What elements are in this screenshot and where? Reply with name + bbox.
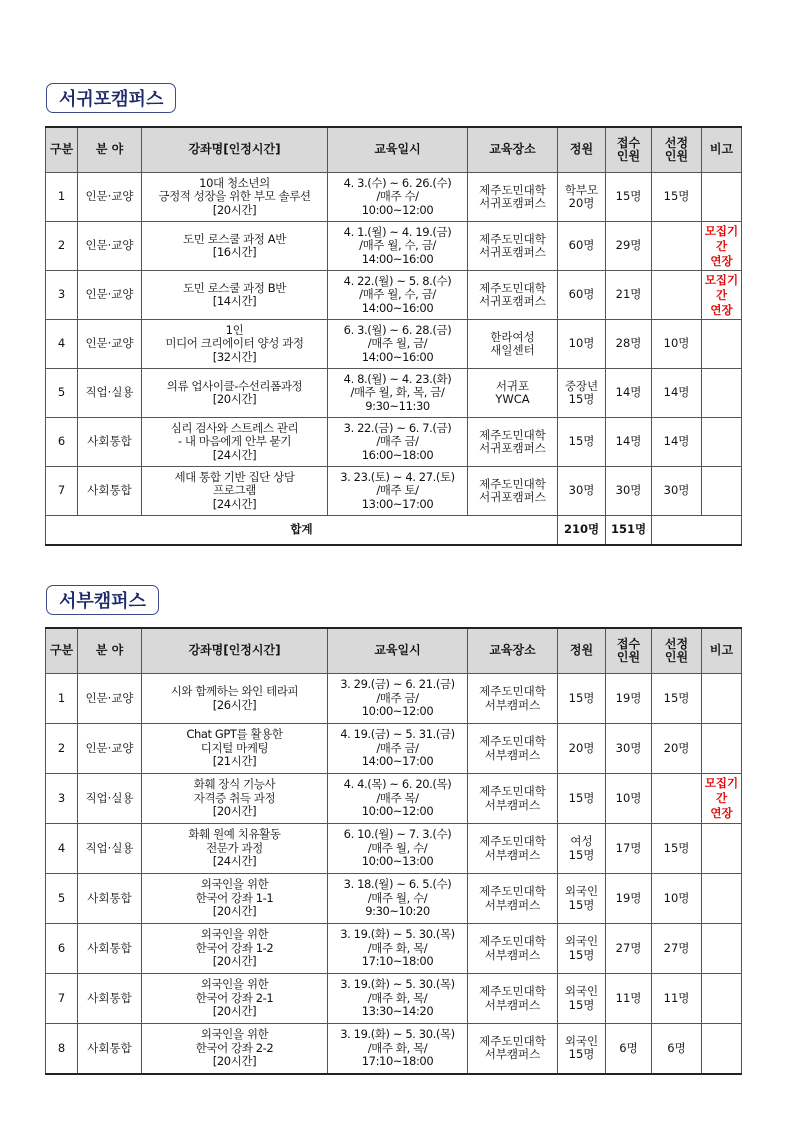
cell-note xyxy=(702,924,742,974)
cell-selected: 10명 xyxy=(652,320,702,369)
section-title-seogwipo xyxy=(46,83,176,113)
cell-dates: 6. 3.(월) ~ 6. 28.(금) /매주 월, 금/ 14:00~16:00 xyxy=(328,320,468,369)
cell-selected: 20명 xyxy=(652,724,702,774)
cell-dates: 4. 3.(수) ~ 6. 26.(수) /매주 수/ 10:00~12:00 xyxy=(328,173,468,222)
cell-course: 화훼 장식 기능사 자격증 취득 과정 [20시간] xyxy=(142,774,328,824)
cell-dates: 3. 19.(화) ~ 5. 30.(목) /매주 화, 목/ 13:30~14:20 xyxy=(328,974,468,1024)
cell-field: 직업·실용 xyxy=(78,824,142,874)
cell-place: 제주도민대학 서부캠퍼스 xyxy=(468,824,558,874)
cell-field: 직업·실용 xyxy=(78,774,142,824)
header-place: 교육장소 xyxy=(468,628,558,674)
cell-course: 도민 로스쿨 과정 B반 [14시간] xyxy=(142,271,328,320)
cell-selected: 14명 xyxy=(652,369,702,418)
cell-note: 모집기간 연장 xyxy=(702,774,742,824)
total-row xyxy=(46,516,742,545)
cell-capacity: 학부모 20명 xyxy=(558,173,606,222)
cell-place: 제주도민대학 서귀포캠퍼스 xyxy=(468,173,558,222)
cell-selected xyxy=(652,774,702,824)
cell-capacity: 여성 15명 xyxy=(558,824,606,874)
cell-course: Chat GPT를 활용한 디지털 마케팅 [21시간] xyxy=(142,724,328,774)
cell-place: 제주도민대학 서부캠퍼스 xyxy=(468,1024,558,1074)
table-row xyxy=(46,824,742,874)
header-field: 분 야 xyxy=(78,628,142,674)
cell-selected xyxy=(652,222,702,271)
cell-dates: 3. 19.(화) ~ 5. 30.(목) /매주 화, 목/ 17:10~18:00 xyxy=(328,1024,468,1074)
cell-field: 인문·교양 xyxy=(78,173,142,222)
cell-selected: 11명 xyxy=(652,974,702,1024)
cell-capacity: 외국인 15명 xyxy=(558,974,606,1024)
cell-place: 제주도민대학 서부캠퍼스 xyxy=(468,924,558,974)
table-row xyxy=(46,924,742,974)
cell-note xyxy=(702,824,742,874)
cell-no: 6 xyxy=(46,418,78,467)
table-row xyxy=(46,467,742,516)
cell-course: 도민 로스쿨 과정 A반 [16시간] xyxy=(142,222,328,271)
header-applied: 접수 인원 xyxy=(606,628,652,674)
header-place: 교육장소 xyxy=(468,127,558,173)
section-title-west xyxy=(46,585,159,615)
cell-applied: 11명 xyxy=(606,974,652,1024)
cell-dates: 3. 18.(월) ~ 6. 5.(수) /매주 월, 수/ 9:30~10:20 xyxy=(328,874,468,924)
cell-course: 세대 통합 기반 집단 상담 프로그램 [24시간] xyxy=(142,467,328,516)
cell-place: 제주도민대학 서부캠퍼스 xyxy=(468,674,558,724)
cell-course: 10대 청소년의 긍정적 성장을 위한 부모 솔루션 [20시간] xyxy=(142,173,328,222)
cell-no: 6 xyxy=(46,924,78,974)
cell-note xyxy=(702,724,742,774)
table-row xyxy=(46,173,742,222)
table-row xyxy=(46,222,742,271)
cell-course: 1인 미디어 크리에이터 양성 과정 [32시간] xyxy=(142,320,328,369)
cell-course: 외국인을 위한 한국어 강좌 1-1 [20시간] xyxy=(142,874,328,924)
header-note: 비고 xyxy=(702,628,742,674)
cell-dates: 3. 23.(토) ~ 4. 27.(토) /매주 토/ 13:00~17:00 xyxy=(328,467,468,516)
cell-place: 제주도민대학 서귀포캠퍼스 xyxy=(468,222,558,271)
cell-dates: 3. 22.(금) ~ 6. 7.(금) /매주 금/ 16:00~18:00 xyxy=(328,418,468,467)
cell-no: 7 xyxy=(46,467,78,516)
cell-no: 3 xyxy=(46,774,78,824)
cell-place: 제주도민대학 서부캠퍼스 xyxy=(468,774,558,824)
header-dates: 교육일시 xyxy=(328,127,468,173)
cell-note xyxy=(702,320,742,369)
cell-dates: 4. 8.(월) ~ 4. 23.(화) /매주 월, 화, 목, 금/ 9:30~11:30 xyxy=(328,369,468,418)
cell-course: 외국인을 위한 한국어 강좌 2-1 [20시간] xyxy=(142,974,328,1024)
cell-capacity: 외국인 15명 xyxy=(558,924,606,974)
cell-no: 7 xyxy=(46,974,78,1024)
table-header-row xyxy=(46,628,742,674)
cell-note xyxy=(702,674,742,724)
cell-capacity: 30명 xyxy=(558,467,606,516)
cell-field: 인문·교양 xyxy=(78,320,142,369)
header-no: 구분 xyxy=(46,628,78,674)
cell-field: 사회통합 xyxy=(78,1024,142,1074)
table-row xyxy=(46,369,742,418)
table-row xyxy=(46,418,742,467)
cell-note xyxy=(702,418,742,467)
cell-capacity: 15명 xyxy=(558,774,606,824)
cell-note: 모집기간 연장 xyxy=(702,271,742,320)
cell-capacity: 외국인 15명 xyxy=(558,1024,606,1074)
section-title-text: 서부캠퍼스 xyxy=(59,591,146,612)
cell-no: 2 xyxy=(46,222,78,271)
cell-place: 제주도민대학 서귀포캠퍼스 xyxy=(468,467,558,516)
cell-course: 심리 검사와 스트레스 관리 - 내 마음에게 안부 묻기 [24시간] xyxy=(142,418,328,467)
cell-capacity: 외국인 15명 xyxy=(558,874,606,924)
cell-no: 2 xyxy=(46,724,78,774)
cell-place: 한라여성 새일센터 xyxy=(468,320,558,369)
total-label: 합계 xyxy=(46,516,558,545)
cell-capacity: 15명 xyxy=(558,674,606,724)
cell-course: 시와 함께하는 와인 테라피 [26시간] xyxy=(142,674,328,724)
cell-course: 외국인을 위한 한국어 강좌 2-2 [20시간] xyxy=(142,1024,328,1074)
cell-capacity: 10명 xyxy=(558,320,606,369)
cell-applied: 6명 xyxy=(606,1024,652,1074)
table-row xyxy=(46,974,742,1024)
cell-dates: 3. 29.(금) ~ 6. 21.(금) /매주 금/ 10:00~12:00 xyxy=(328,674,468,724)
cell-applied: 19명 xyxy=(606,674,652,724)
total-capacity: 210명 xyxy=(558,516,606,545)
table-row xyxy=(46,724,742,774)
cell-note xyxy=(702,1024,742,1074)
cell-place: 제주도민대학 서부캠퍼스 xyxy=(468,724,558,774)
cell-applied: 17명 xyxy=(606,824,652,874)
cell-place: 제주도민대학 서귀포캠퍼스 xyxy=(468,271,558,320)
table-row xyxy=(46,874,742,924)
cell-note xyxy=(702,467,742,516)
cell-no: 1 xyxy=(46,173,78,222)
cell-applied: 27명 xyxy=(606,924,652,974)
cell-note xyxy=(702,369,742,418)
cell-applied: 29명 xyxy=(606,222,652,271)
cell-no: 1 xyxy=(46,674,78,724)
cell-dates: 6. 10.(월) ~ 7. 3.(수) /매주 월, 수/ 10:00~13:00 xyxy=(328,824,468,874)
cell-course: 의류 업사이클-수선리폼과정 [20시간] xyxy=(142,369,328,418)
cell-field: 인문·교양 xyxy=(78,222,142,271)
cell-capacity: 20명 xyxy=(558,724,606,774)
table-row xyxy=(46,1024,742,1074)
cell-selected: 15명 xyxy=(652,824,702,874)
cell-field: 사회통합 xyxy=(78,874,142,924)
cell-applied: 15명 xyxy=(606,173,652,222)
cell-course: 외국인을 위한 한국어 강좌 1-2 [20시간] xyxy=(142,924,328,974)
cell-selected: 10명 xyxy=(652,874,702,924)
section-title-text: 서귀포캠퍼스 xyxy=(59,89,164,110)
cell-note xyxy=(702,974,742,1024)
cell-field: 인문·교양 xyxy=(78,674,142,724)
cell-field: 인문·교양 xyxy=(78,271,142,320)
cell-applied: 30명 xyxy=(606,724,652,774)
header-no: 구분 xyxy=(46,127,78,173)
cell-course: 화훼 원예 치유활동 전문가 과정 [24시간] xyxy=(142,824,328,874)
cell-selected: 15명 xyxy=(652,674,702,724)
table-row xyxy=(46,774,742,824)
header-selected: 선정 인원 xyxy=(652,127,702,173)
cell-selected xyxy=(652,271,702,320)
cell-capacity: 중장년 15명 xyxy=(558,369,606,418)
header-field: 분 야 xyxy=(78,127,142,173)
header-note: 비고 xyxy=(702,127,742,173)
table-row xyxy=(46,271,742,320)
header-applied: 접수 인원 xyxy=(606,127,652,173)
cell-dates: 4. 22.(월) ~ 5. 8.(수) /매주 월, 수, 금/ 14:00~16:00 xyxy=(328,271,468,320)
cell-dates: 4. 1.(월) ~ 4. 19.(금) /매주 월, 수, 금/ 14:00~16:00 xyxy=(328,222,468,271)
table-header-row xyxy=(46,127,742,173)
cell-no: 5 xyxy=(46,369,78,418)
cell-selected: 15명 xyxy=(652,173,702,222)
cell-place: 서귀포 YWCA xyxy=(468,369,558,418)
total-applied: 151명 xyxy=(606,516,652,545)
cell-dates: 4. 19.(금) ~ 5. 31.(금) /매주 금/ 14:00~17:00 xyxy=(328,724,468,774)
header-course: 강좌명[인정시간] xyxy=(142,127,328,173)
cell-selected: 6명 xyxy=(652,1024,702,1074)
cell-dates: 4. 4.(목) ~ 6. 20.(목) /매주 목/ 10:00~12:00 xyxy=(328,774,468,824)
cell-capacity: 60명 xyxy=(558,222,606,271)
cell-capacity: 60명 xyxy=(558,271,606,320)
cell-selected: 30명 xyxy=(652,467,702,516)
cell-dates: 3. 19.(화) ~ 5. 30.(목) /매주 화, 목/ 17:10~18:00 xyxy=(328,924,468,974)
total-empty-note xyxy=(702,516,742,545)
cell-note: 모집기간 연장 xyxy=(702,222,742,271)
cell-applied: 19명 xyxy=(606,874,652,924)
cell-selected: 27명 xyxy=(652,924,702,974)
header-capacity: 정원 xyxy=(558,127,606,173)
course-table-seogwipo xyxy=(45,126,742,546)
cell-place: 제주도민대학 서부캠퍼스 xyxy=(468,974,558,1024)
cell-applied: 10명 xyxy=(606,774,652,824)
table-row xyxy=(46,674,742,724)
cell-field: 사회통합 xyxy=(78,467,142,516)
header-dates: 교육일시 xyxy=(328,628,468,674)
table-row xyxy=(46,320,742,369)
cell-field: 사회통합 xyxy=(78,418,142,467)
cell-field: 사회통합 xyxy=(78,924,142,974)
cell-no: 5 xyxy=(46,874,78,924)
cell-field: 인문·교양 xyxy=(78,724,142,774)
cell-note xyxy=(702,874,742,924)
cell-applied: 30명 xyxy=(606,467,652,516)
header-course: 강좌명[인정시간] xyxy=(142,628,328,674)
cell-no: 4 xyxy=(46,320,78,369)
cell-capacity: 15명 xyxy=(558,418,606,467)
course-table-west xyxy=(45,627,742,1075)
total-empty-selected xyxy=(652,516,702,545)
cell-field: 사회통합 xyxy=(78,974,142,1024)
cell-place: 제주도민대학 서귀포캠퍼스 xyxy=(468,418,558,467)
cell-no: 4 xyxy=(46,824,78,874)
cell-applied: 14명 xyxy=(606,369,652,418)
cell-applied: 28명 xyxy=(606,320,652,369)
cell-applied: 21명 xyxy=(606,271,652,320)
cell-applied: 14명 xyxy=(606,418,652,467)
cell-note xyxy=(702,173,742,222)
cell-no: 3 xyxy=(46,271,78,320)
header-selected: 선정 인원 xyxy=(652,628,702,674)
header-capacity: 정원 xyxy=(558,628,606,674)
cell-field: 직업·실용 xyxy=(78,369,142,418)
cell-selected: 14명 xyxy=(652,418,702,467)
cell-no: 8 xyxy=(46,1024,78,1074)
cell-place: 제주도민대학 서부캠퍼스 xyxy=(468,874,558,924)
